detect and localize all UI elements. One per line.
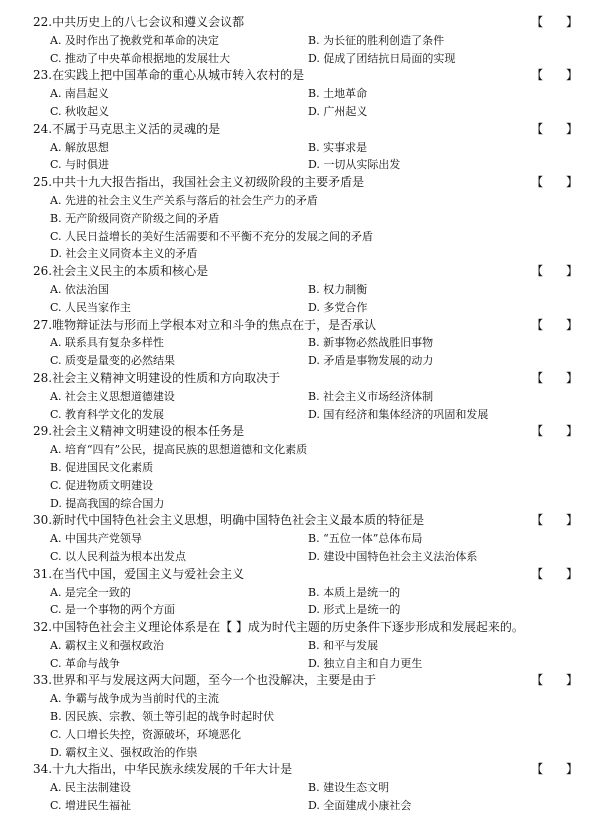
answer-option[interactable]: B. 和平与发展 [308, 638, 379, 652]
answer-option[interactable]: D. 霸权主义、强权政治的作祟 [50, 745, 198, 759]
question-stem [33, 761, 578, 779]
question-number: 22. [33, 15, 53, 29]
question-text: 新时代中国特色社会主义思想，明确中国特色社会主义最本质的特征是 [52, 513, 425, 528]
answer-option[interactable]: A. 南昌起义 [50, 87, 109, 101]
answer-option[interactable]: C. 人民当家作主 [50, 300, 132, 314]
answer-option[interactable]: D. 广州起义 [308, 104, 368, 118]
answer-option[interactable]: A. 中国共产党领导 [50, 532, 142, 546]
option-row [33, 779, 578, 797]
option-row [33, 388, 578, 406]
question-number: 23. [33, 68, 53, 83]
answer-option[interactable]: A. 民主法制建设 [50, 781, 131, 795]
question-text: 十九大指出，中华民族永续发展的千年大计是 [52, 762, 293, 777]
option-row [33, 281, 578, 299]
question-text: 中国特色社会主义理论体系是在【 】成为时代主题的历史条件下逐步形成和发展起来的。 [52, 620, 524, 635]
answer-option[interactable]: C. 推动了中央革命根据地的发展壮大 [50, 51, 231, 65]
answer-option[interactable]: C. 以人民利益为根本出发点 [50, 549, 187, 563]
answer-option[interactable]: D. 多党合作 [308, 300, 368, 314]
question-number: 30. [33, 513, 53, 528]
question-block [33, 423, 578, 512]
question-stem [33, 317, 578, 335]
question-number: 28. [33, 370, 53, 385]
option-row [33, 797, 578, 815]
answer-option[interactable]: C. 促进物质文明建设 [50, 478, 154, 492]
answer-option[interactable]: A. 是完全一致的 [50, 585, 131, 599]
option-row [33, 156, 578, 174]
question-stem [33, 370, 578, 388]
answer-option[interactable]: A. 培育“四有”公民，提高民族的思想道德和文化素质 [50, 443, 308, 457]
answer-option[interactable]: D. 社会主义同资本主义的矛盾 [50, 247, 198, 261]
question-block [33, 121, 578, 174]
question-stem [33, 423, 578, 441]
question-block [33, 512, 578, 565]
answer-option[interactable]: D. 建设中国特色社会主义法治体系 [308, 549, 478, 563]
question-text: 中共历史上的八七会议和遵义会议都 [52, 15, 245, 29]
answer-option[interactable]: C. 人民日益增长的美好生活需要和不平衡不充分的发展之间的矛盾 [50, 229, 374, 243]
question-stem [33, 121, 578, 139]
answer-option[interactable]: B. 权力制衡 [308, 282, 368, 296]
question-block [33, 174, 578, 263]
answer-option[interactable]: A. 联系具有复杂多样性 [50, 336, 164, 350]
question-text: 世界和平与发展这两大问题，至今一个也没解决，主要是由于 [52, 673, 377, 688]
option-row [33, 655, 578, 673]
option-row [33, 530, 578, 548]
answer-option[interactable]: A. 及时作出了挽救党和革命的决定 [50, 33, 219, 47]
question-block [33, 14, 578, 67]
question-block [33, 619, 578, 672]
answer-option[interactable]: D. 形式上是统一的 [308, 603, 401, 617]
question-stem [33, 512, 578, 530]
answer-option[interactable]: B. 无产阶级同资产阶级之间的矛盾 [50, 211, 220, 225]
question-number: 31. [33, 566, 53, 581]
question-number: 32. [33, 620, 53, 635]
answer-bracket[interactable]: 【 】 [531, 264, 578, 279]
answer-option[interactable]: D. 促成了团结抗日局面的实现 [308, 51, 456, 65]
question-text: 不属于马克思主义活的灵魂的是 [52, 121, 221, 136]
question-stem [33, 14, 578, 32]
option-row [33, 139, 578, 157]
answer-option[interactable]: D. 独立自主和自力更生 [308, 656, 423, 670]
answer-option[interactable]: B. 实事求是 [308, 140, 368, 154]
question-stem [33, 672, 578, 690]
question-block [33, 566, 578, 619]
question-text: 在当代中国，爱国主义与爱社会主义 [52, 566, 245, 581]
answer-option[interactable]: C. 与时俱进 [50, 158, 110, 172]
question-number: 34. [33, 762, 53, 777]
option-row [33, 334, 578, 352]
answer-option[interactable]: B. 建设生态文明 [308, 781, 390, 795]
option-row [33, 637, 578, 655]
answer-option[interactable]: A. 争霸与战争成为当前时代的主流 [50, 692, 219, 706]
question-block [33, 67, 578, 120]
answer-option[interactable]: C. 人口增长失控，资源破坏，环境恶化 [50, 727, 242, 741]
answer-option[interactable]: A. 依法治国 [50, 282, 109, 296]
question-number: 27. [33, 317, 53, 332]
option-row [33, 601, 578, 619]
answer-bracket[interactable]: 【 】 [531, 121, 578, 136]
question-block [33, 761, 578, 814]
answer-bracket[interactable]: 【 】 [531, 566, 578, 581]
option-row [33, 299, 578, 317]
answer-option[interactable]: C. 革命与战争 [50, 656, 121, 670]
question-number: 24. [33, 121, 53, 136]
answer-option[interactable]: A. 社会主义思想道德建设 [50, 389, 175, 403]
answer-option[interactable]: C. 是一个事物的两个方面 [50, 603, 176, 617]
answer-option[interactable]: C. 增进民生福祉 [50, 799, 132, 813]
answer-option[interactable]: D. 矛盾是事物发展的动力 [308, 354, 434, 368]
answer-option[interactable]: D. 提高我国的综合国力 [50, 496, 165, 510]
answer-option[interactable]: B. 促进国民文化素质 [50, 460, 154, 474]
answer-bracket[interactable]: 【 】 [531, 673, 578, 688]
answer-option[interactable]: B. 为长征的胜利创造了条件 [308, 33, 445, 47]
question-number: 25. [33, 175, 53, 190]
answer-option[interactable]: A. 解放思想 [50, 140, 109, 154]
answer-option[interactable]: B. 本质上是统一的 [308, 585, 401, 599]
answer-option[interactable]: B. 新事物必然战胜旧事物 [308, 336, 434, 350]
question-text: 社会主义精神文明建设的根本任务是 [52, 424, 245, 439]
question-block [33, 672, 578, 761]
answer-option[interactable]: B. “五位一体”总体布局 [308, 532, 423, 546]
question-text: 在实践上把中国革命的重心从城市转入农村的是 [52, 68, 305, 83]
option-row [33, 103, 578, 121]
answer-option[interactable]: D. 一切从实际出发 [308, 158, 401, 172]
question-number: 26. [33, 264, 53, 279]
question-text: 唯物辩证法与形而上学根本对立和斗争的焦点在于，是否承认 [52, 317, 377, 332]
answer-bracket[interactable]: 【 】 [531, 513, 578, 528]
question-block [33, 370, 578, 423]
question-text: 社会主义民主的本质和核心是 [52, 264, 209, 279]
option-row [33, 50, 578, 68]
answer-bracket[interactable]: 【 】 [531, 175, 578, 190]
question-stem [33, 619, 578, 637]
question-number: 29. [33, 424, 53, 439]
question-stem [33, 174, 578, 192]
answer-bracket[interactable]: 【 】 [531, 68, 578, 83]
option-row [33, 584, 578, 602]
answer-option[interactable]: A. 霸权主义和强权政治 [50, 638, 164, 652]
option-row [33, 352, 578, 370]
question-number: 33. [33, 673, 53, 688]
answer-bracket[interactable]: 【 】 [531, 317, 578, 332]
option-row [33, 406, 578, 424]
answer-option[interactable]: B. 因民族、宗教、领土等引起的战争时起时伏 [50, 710, 275, 724]
answer-bracket[interactable]: 【 】 [531, 15, 578, 29]
question-block [33, 317, 578, 370]
option-row [33, 548, 578, 566]
question-block [33, 263, 578, 316]
answer-bracket[interactable]: 【 】 [531, 370, 578, 385]
question-stem [33, 263, 578, 281]
answer-bracket[interactable]: 【 】 [531, 424, 578, 439]
answer-option[interactable]: D. 全面建成小康社会 [308, 799, 412, 813]
answer-option[interactable]: C. 教育科学文化的发展 [50, 407, 165, 421]
answer-option[interactable]: B. 土地革命 [308, 87, 368, 101]
question-text: 中共十九大报告指出，我国社会主义初级阶段的主要矛盾是 [52, 175, 365, 190]
answer-option[interactable]: A. 先进的社会主义生产关系与落后的社会生产力的矛盾 [50, 193, 318, 207]
option-row [33, 32, 578, 50]
answer-option[interactable]: C. 质变是量变的必然结果 [50, 354, 176, 368]
option-row [33, 85, 578, 103]
answer-option[interactable]: C. 秋收起义 [50, 104, 110, 118]
answer-bracket[interactable]: 【 】 [531, 762, 578, 777]
question-stem [33, 67, 578, 85]
answer-option[interactable]: D. 国有经济和集体经济的巩固和发展 [308, 407, 489, 421]
question-text: 社会主义精神文明建设的性质和方向取决于 [52, 370, 281, 385]
question-stem [33, 566, 578, 584]
answer-option[interactable]: B. 社会主义市场经济体制 [308, 389, 434, 403]
